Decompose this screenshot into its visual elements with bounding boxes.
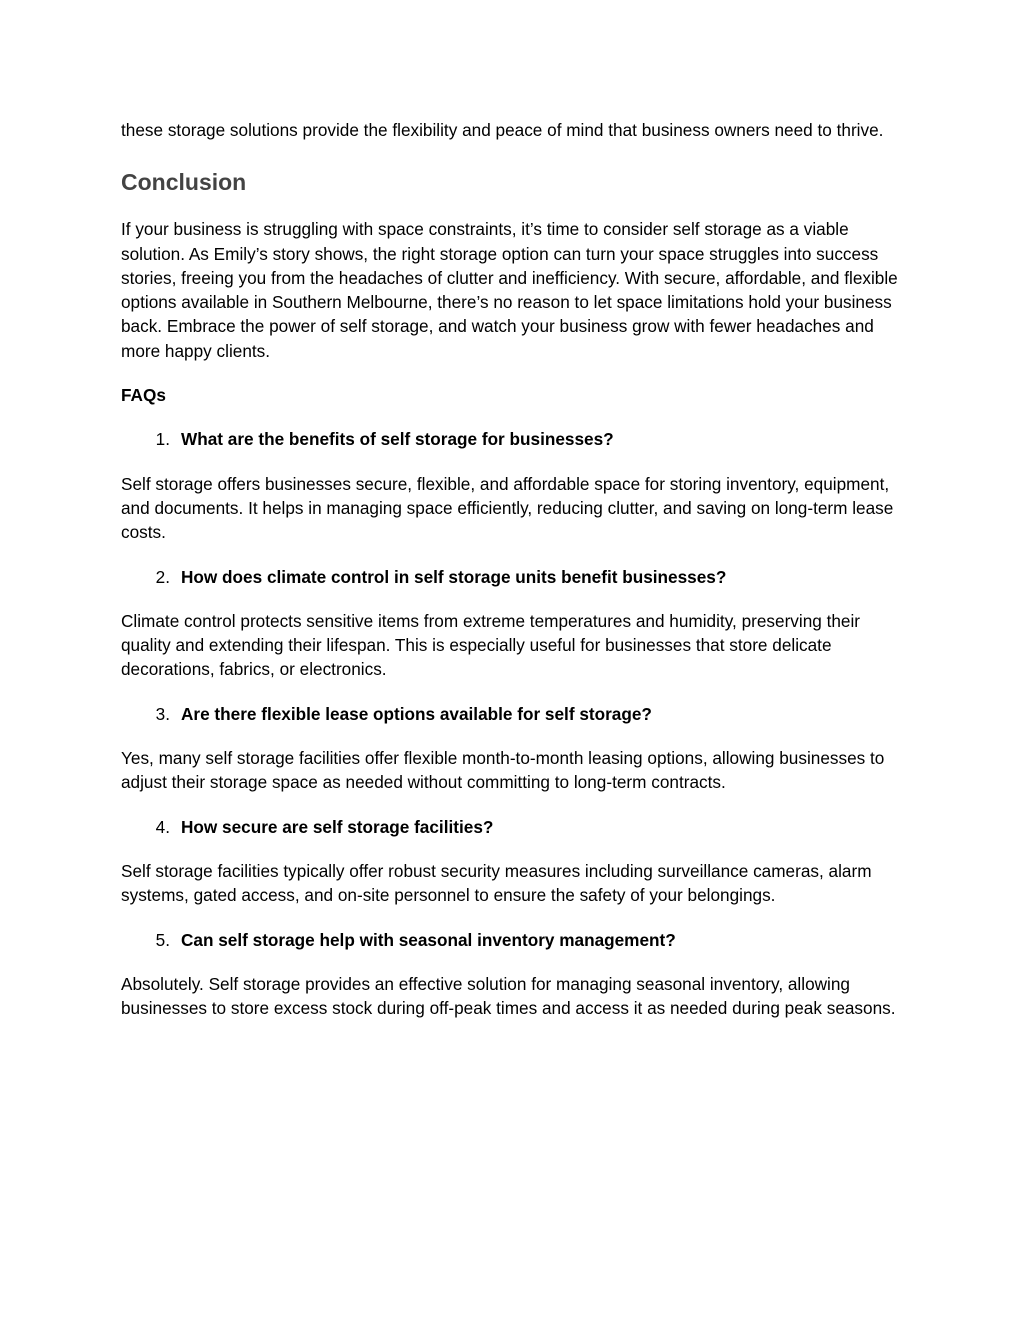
- faqs-heading: FAQs: [121, 385, 166, 406]
- conclusion-heading: Conclusion: [121, 169, 247, 196]
- faq-answer-1: Self storage offers businesses secure, flexible, and affordable space for storing inventory, equipment, and documents. It helps in managing space efficiently, reducing clutter, and saving on long-term lease costs.: [121, 473, 894, 543]
- intro-paragraph: these storage solutions provide the flexibility and peace of mind that business owners need to thrive.: [121, 120, 884, 140]
- faq-answer-2: Climate control protects sensitive items from extreme temperatures and humidity, preserving their quality and extending their lifespan. This is especially useful for businesses that store delicate decorations, fabrics, or electronics.: [121, 610, 861, 680]
- faq-answer-5: Absolutely. Self storage provides an effective solution for managing seasonal inventory, allowing businesses to store excess stock during off-peak times and access it as needed during peak seasons.: [121, 973, 896, 1019]
- faq-question-1: [121, 427, 911, 451]
- faq-number: 3.: [155, 703, 170, 724]
- faq-number: 1.: [155, 429, 170, 450]
- faq-question-text: What are the benefits of self storage for businesses?: [181, 429, 614, 450]
- document-page: [121, 118, 911, 1040]
- faq-number: 2.: [155, 566, 170, 587]
- faq-question-text: Are there flexible lease options available for self storage?: [181, 703, 652, 724]
- faq-question-5: [121, 928, 911, 952]
- faq-question-3: [121, 702, 911, 726]
- faq-question-text: Can self storage help with seasonal inventory management?: [181, 929, 676, 950]
- faq-question-text: How does climate control in self storage units benefit businesses?: [181, 566, 727, 587]
- conclusion-paragraph: If your business is struggling with space constraints, it’s time to consider self storage as a viable solution. As Emily’s story shows, the right storage option can turn your space struggles into success stories, freeing you from the headaches of clutter and inefficiency. With secure, affordable, and flexible options available in Southern Melbourne, there’s no reason to let space limitations hold your business back. Embrace the power of self storage, and watch your business grow with fewer headaches and more happy clients.: [121, 219, 898, 361]
- faq-answer-4: Self storage facilities typically offer robust security measures including surveillance cameras, alarm systems, gated access, and on-site personnel to ensure the safety of your belongings.: [121, 860, 872, 906]
- faq-answer-3: Yes, many self storage facilities offer flexible month-to-month leasing options, allowing businesses to adjust their storage space as needed without committing to long-term contracts.: [121, 748, 885, 793]
- faq-question-text: How secure are self storage facilities?: [181, 816, 494, 837]
- faq-number: 5.: [155, 929, 170, 950]
- faq-question-2: [121, 565, 911, 589]
- faq-number: 4.: [155, 816, 170, 837]
- faq-question-4: [121, 815, 911, 839]
